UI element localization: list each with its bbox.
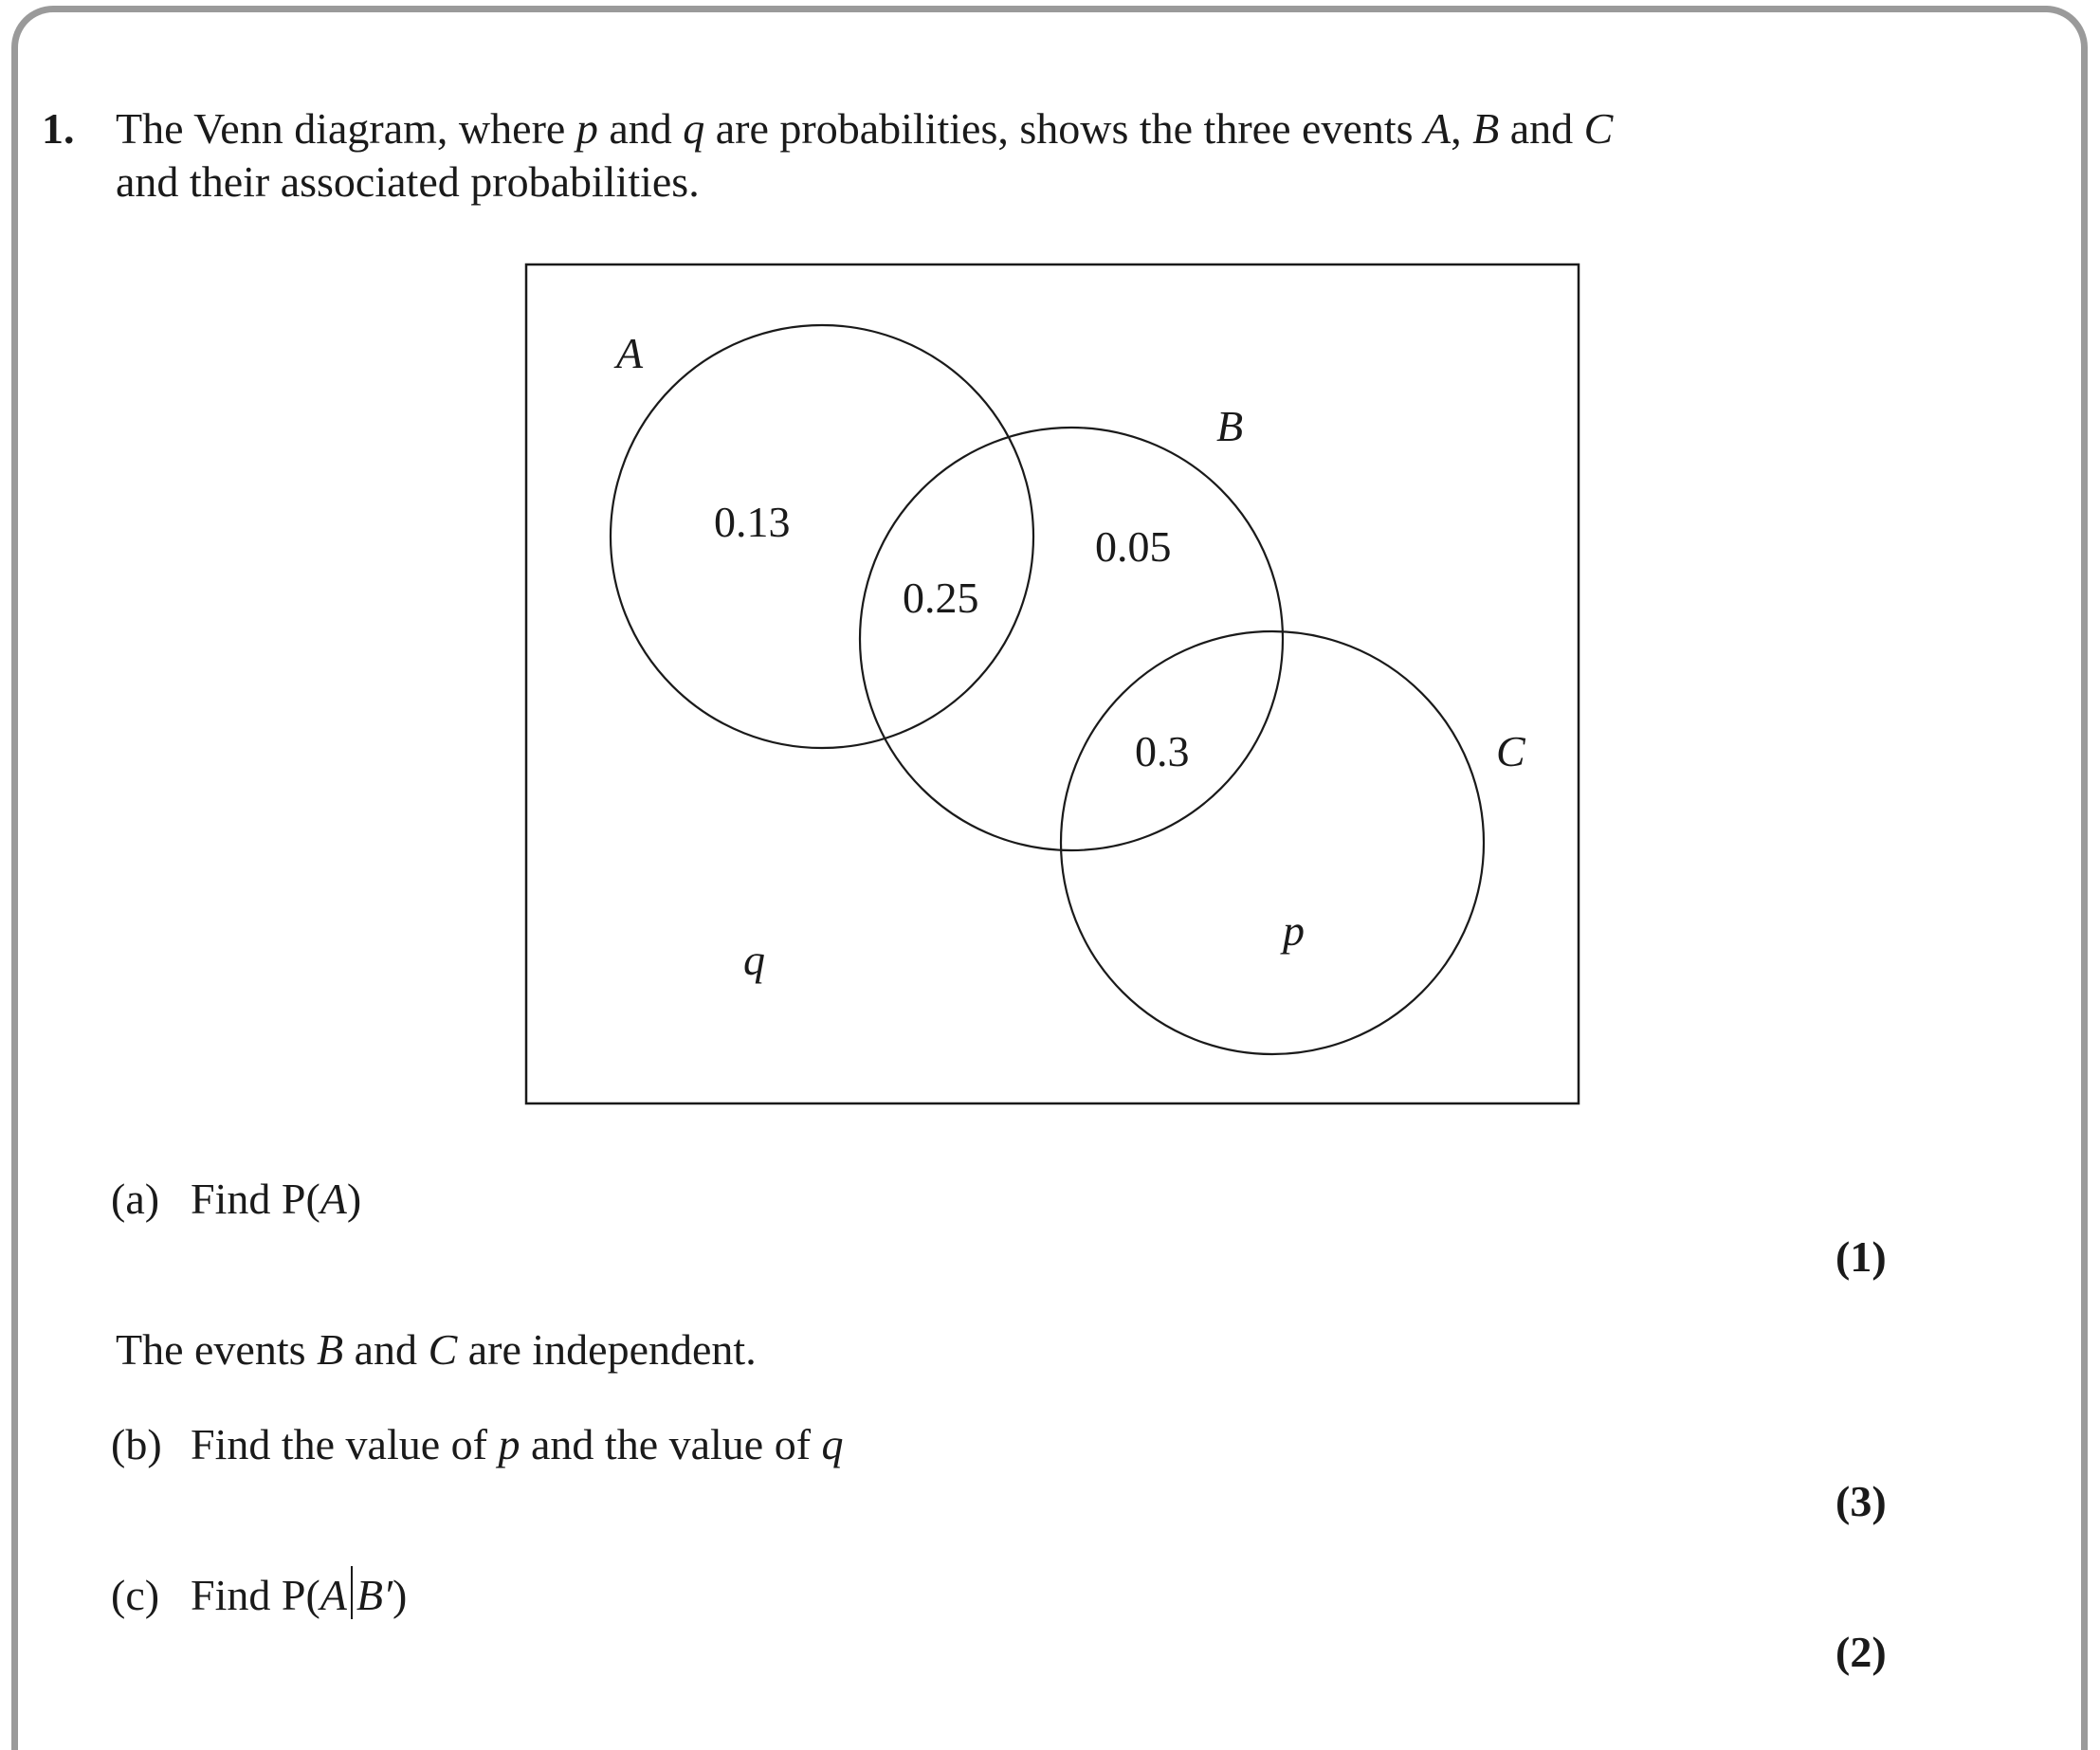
statement-text: and bbox=[343, 1325, 429, 1374]
part-c-text: Find P( bbox=[191, 1571, 320, 1619]
intro-var-p: p bbox=[575, 104, 598, 153]
part-c-close: ) bbox=[393, 1571, 408, 1619]
question-intro-line2: and their associated probabilities. bbox=[116, 157, 700, 206]
region-outside: q bbox=[743, 936, 765, 984]
part-a-label: (a) bbox=[111, 1175, 160, 1223]
intro-text: and bbox=[1499, 104, 1584, 153]
intro-text: are probabilities, shows the three events bbox=[704, 104, 1425, 153]
intro-text: and bbox=[597, 104, 684, 153]
independence-statement bbox=[116, 1322, 757, 1377]
intro-var-b: B bbox=[1472, 104, 1500, 153]
region-b-only: 0.05 bbox=[1095, 522, 1172, 571]
set-c-label: C bbox=[1496, 727, 1525, 775]
part-b-text: Find the value of bbox=[191, 1420, 499, 1468]
part-a-var: A bbox=[320, 1175, 347, 1223]
region-a-and-b: 0.25 bbox=[903, 574, 979, 622]
part-c-label: (c) bbox=[111, 1571, 160, 1619]
part-a-text: Find P( bbox=[191, 1175, 320, 1223]
part-b-var-q: q bbox=[821, 1420, 844, 1468]
set-a-label: A bbox=[616, 329, 644, 377]
set-b-label: B bbox=[1216, 402, 1244, 450]
region-c-only: p bbox=[1283, 906, 1305, 955]
statement-text: are independent. bbox=[457, 1325, 757, 1374]
intro-var-c: C bbox=[1583, 104, 1614, 153]
part-c-marks: (2) bbox=[1835, 1628, 1887, 1676]
part-c-var-a: A bbox=[320, 1571, 347, 1619]
question-number: 1. bbox=[42, 104, 75, 153]
part-a-marks: (1) bbox=[1835, 1232, 1887, 1281]
part-b bbox=[111, 1417, 844, 1472]
intro-text: , bbox=[1451, 104, 1473, 153]
part-c-var-b-complement: B′ bbox=[356, 1571, 393, 1619]
intro-text: The Venn diagram, where bbox=[116, 104, 576, 153]
region-b-and-c: 0.3 bbox=[1135, 727, 1190, 775]
statement-var-b: B bbox=[317, 1325, 344, 1374]
statement-text: The events bbox=[116, 1325, 318, 1374]
universal-set-rectangle bbox=[526, 264, 1579, 1103]
statement-var-c: C bbox=[428, 1325, 458, 1374]
part-b-marks: (3) bbox=[1835, 1477, 1887, 1525]
part-c bbox=[111, 1566, 407, 1623]
part-b-var-p: p bbox=[498, 1420, 520, 1468]
intro-var-q: q bbox=[683, 104, 705, 153]
part-b-label: (b) bbox=[111, 1420, 162, 1468]
part-b-text: and the value of bbox=[520, 1420, 822, 1468]
set-a-circle bbox=[611, 325, 1033, 748]
intro-var-a: A bbox=[1424, 104, 1452, 153]
part-a-close: ) bbox=[346, 1175, 362, 1223]
part-a bbox=[111, 1172, 361, 1227]
region-a-only: 0.13 bbox=[714, 498, 791, 546]
given-bar bbox=[351, 1566, 353, 1619]
